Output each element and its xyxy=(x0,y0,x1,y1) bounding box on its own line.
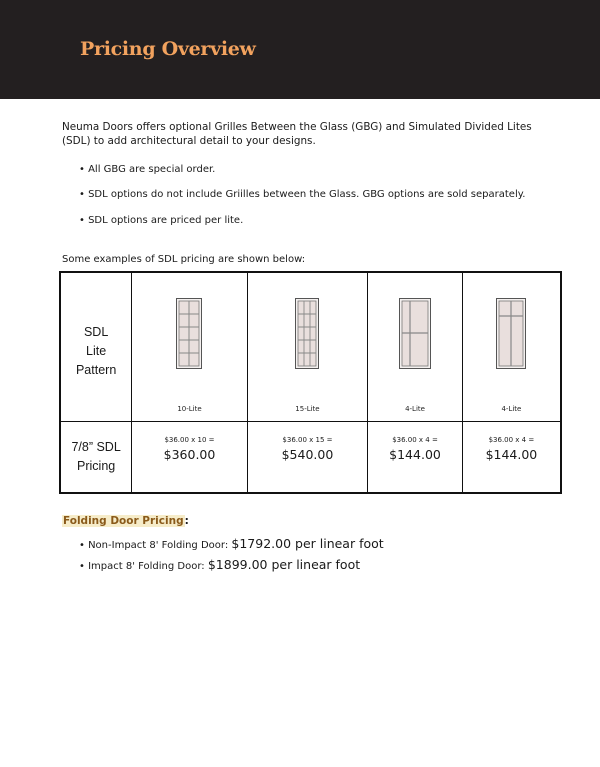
header-banner xyxy=(0,0,600,99)
row-header-line: Pricing xyxy=(77,459,116,473)
door-4-lite-icon xyxy=(399,298,431,369)
lite-label: 10-Lite xyxy=(177,405,202,413)
sdl-pricing-table xyxy=(59,271,562,494)
row-header-line: Lite xyxy=(86,343,107,358)
examples-caption: Some examples of SDL pricing are shown below: xyxy=(62,254,306,265)
lite-pattern-header xyxy=(60,272,132,422)
bullet-sdl-per-lite: • SDL options are priced per lite. xyxy=(79,215,244,226)
door-cell-15-lite xyxy=(247,272,367,422)
folding-item-label: • Non-Impact 8' Folding Door: xyxy=(79,540,232,551)
price-formula: $36.00 x 4 = xyxy=(488,436,535,444)
price-cell-10-lite xyxy=(132,422,247,494)
bullet-gbg-special-order: • All GBG are special order. xyxy=(79,164,216,175)
door-cell-4-lite-b xyxy=(462,272,561,422)
bullet-sdl-no-gbg: • SDL options do not include Griilles between the Glass. GBG options are sold separately. xyxy=(79,189,526,200)
intro-paragraph: Neuma Doors offers optional Grilles Between the Glass (GBG) and Simulated Divided Lites (SDL) to add architectural detail to your designs. xyxy=(62,121,532,147)
price-cell-15-lite xyxy=(247,422,367,494)
door-cell-4-lite-a xyxy=(368,272,463,422)
folding-item-non-impact xyxy=(79,536,384,551)
price-total: $144.00 xyxy=(389,447,441,462)
folding-title-colon: : xyxy=(184,515,189,527)
folding-item-price: $1792.00 per linear foot xyxy=(231,536,384,551)
door-10-lite-icon xyxy=(176,298,202,369)
folding-door-pricing-title xyxy=(62,515,189,527)
folding-item-impact xyxy=(79,557,360,572)
price-total: $144.00 xyxy=(485,447,538,462)
price-cell-4-lite-a xyxy=(368,422,463,494)
lite-label: 4-Lite xyxy=(501,405,522,413)
row-header-line: Pattern xyxy=(75,362,117,377)
door-cell-10-lite xyxy=(132,272,247,422)
price-total: $360.00 xyxy=(163,447,216,462)
row-header-line: SDL xyxy=(83,324,109,339)
sdl-pricing-row xyxy=(60,422,561,494)
lite-pattern-row xyxy=(60,272,561,422)
price-formula: $36.00 x 10 = xyxy=(164,436,215,444)
door-4-lite-icon xyxy=(496,298,526,369)
price-formula: $36.00 x 15 = xyxy=(282,436,333,444)
folding-item-price: $1899.00 per linear foot xyxy=(207,557,361,572)
folding-item-label: • Impact 8' Folding Door: xyxy=(79,561,208,572)
price-formula: $36.00 x 4 = xyxy=(392,436,438,444)
price-total: $540.00 xyxy=(281,447,334,462)
page-title: Pricing Overview xyxy=(80,38,256,60)
price-cell-4-lite-b xyxy=(462,422,561,494)
door-15-lite-icon xyxy=(295,298,319,369)
lite-label: 15-Lite xyxy=(295,405,320,413)
lite-label: 4-Lite xyxy=(405,405,425,413)
sdl-pricing-header xyxy=(60,422,132,494)
folding-title-highlight: Folding Door Pricing xyxy=(63,515,184,527)
row-header-line: 7/8” SDL xyxy=(71,440,121,454)
